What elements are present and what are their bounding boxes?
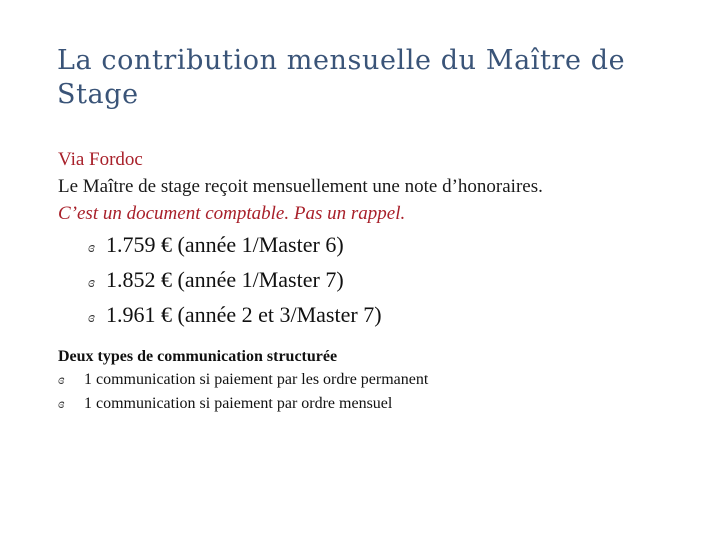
amount-list <box>88 229 708 334</box>
amount-item <box>88 299 708 334</box>
amount-text: 1.852 € (année 1/Master 7) <box>106 267 344 292</box>
communication-section <box>58 346 708 416</box>
communication-heading: Deux types de communication structurée <box>58 348 338 365</box>
bullet-icon: ɞ <box>88 240 96 256</box>
bullet-icon: ɞ <box>58 373 65 388</box>
slide-body <box>58 146 708 334</box>
slide-title: La contribution mensuelle du Maître de Stage <box>57 45 626 110</box>
amount-item <box>88 229 708 264</box>
source-line: Via Fordoc <box>58 149 143 170</box>
communication-text: 1 communication si paiement par les ordre permanent <box>84 371 429 388</box>
amount-text: 1.961 € (année 2 et 3/Master 7) <box>106 302 382 327</box>
communication-item <box>58 368 708 392</box>
communication-text: 1 communication si paiement par ordre mensuel <box>84 395 393 412</box>
intro-text: Le Maître de stage reçoit mensuellement une note d’honoraires. <box>58 176 543 197</box>
amount-text: 1.759 € (année 1/Master 6) <box>106 232 344 257</box>
bullet-icon: ɞ <box>58 397 65 412</box>
amount-item <box>88 264 708 299</box>
intro-note: C’est un document comptable. Pas un rappel. <box>58 203 406 224</box>
communication-item <box>58 392 708 416</box>
bullet-icon: ɞ <box>88 310 96 326</box>
bullet-icon: ɞ <box>88 275 96 291</box>
